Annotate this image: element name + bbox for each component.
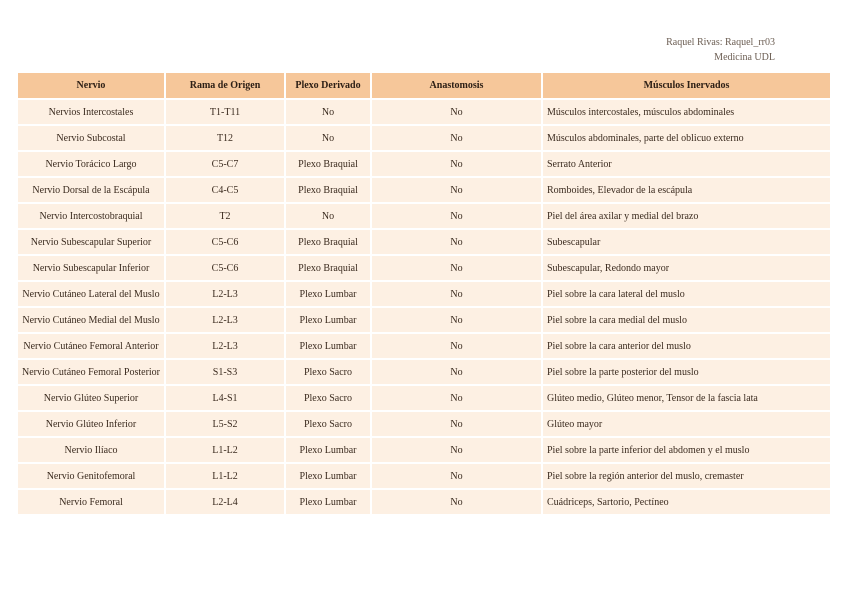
cell-rama-de-origen: T12 — [166, 124, 286, 150]
table-header-row — [18, 73, 830, 98]
cell-anastomosis: No — [372, 124, 543, 150]
cell-anastomosis: No — [372, 150, 543, 176]
cell-anastomosis: No — [372, 332, 543, 358]
cell-plexo-derivado: Plexo Sacro — [286, 410, 372, 436]
cell-rama-de-origen: L2-L3 — [166, 280, 286, 306]
author-label: Raquel Rivas: Raquel_rr03 — [666, 37, 775, 48]
cell-musculos-inervados: Subescapular — [543, 228, 830, 254]
cell-rama-de-origen: T1-T11 — [166, 98, 286, 124]
cell-plexo-derivado: Plexo Lumbar — [286, 306, 372, 332]
cell-nervio: Nervio Cutáneo Femoral Anterior — [18, 332, 166, 358]
cell-musculos-inervados: Subescapular, Redondo mayor — [543, 254, 830, 280]
table-row — [18, 436, 830, 462]
cell-plexo-derivado: Plexo Braquial — [286, 228, 372, 254]
column-header-plexo-derivado: Plexo Derivado — [286, 73, 372, 98]
cell-musculos-inervados: Piel sobre la región anterior del muslo, cremaster — [543, 462, 830, 488]
cell-nervio: Nervio Genitofemoral — [18, 462, 166, 488]
course-label: Medicina UDL — [714, 52, 775, 63]
cell-nervio: Nervio Cutáneo Medial del Muslo — [18, 306, 166, 332]
cell-musculos-inervados: Piel sobre la parte inferior del abdomen y el muslo — [543, 436, 830, 462]
cell-anastomosis: No — [372, 98, 543, 124]
cell-plexo-derivado: Plexo Braquial — [286, 150, 372, 176]
table-row — [18, 202, 830, 228]
cell-plexo-derivado: Plexo Sacro — [286, 384, 372, 410]
cell-musculos-inervados: Piel del área axilar y medial del brazo — [543, 202, 830, 228]
cell-plexo-derivado: Plexo Lumbar — [286, 332, 372, 358]
cell-plexo-derivado: Plexo Braquial — [286, 176, 372, 202]
cell-rama-de-origen: C4-C5 — [166, 176, 286, 202]
cell-plexo-derivado: No — [286, 202, 372, 228]
table-row — [18, 254, 830, 280]
cell-plexo-derivado: No — [286, 98, 372, 124]
cell-nervio: Nervio Cutáneo Femoral Posterior — [18, 358, 166, 384]
cell-musculos-inervados: Piel sobre la parte posterior del muslo — [543, 358, 830, 384]
cell-musculos-inervados: Glúteo medio, Glúteo menor, Tensor de la fascia lata — [543, 384, 830, 410]
cell-nervio: Nervio Subcostal — [18, 124, 166, 150]
cell-anastomosis: No — [372, 280, 543, 306]
table-row — [18, 306, 830, 332]
table-row — [18, 280, 830, 306]
cell-anastomosis: No — [372, 228, 543, 254]
cell-anastomosis: No — [372, 254, 543, 280]
cell-anastomosis: No — [372, 410, 543, 436]
cell-plexo-derivado: Plexo Lumbar — [286, 280, 372, 306]
cell-nervio: Nervio Intercostobraquial — [18, 202, 166, 228]
cell-rama-de-origen: C5-C7 — [166, 150, 286, 176]
cell-nervio: Nervio Ilíaco — [18, 436, 166, 462]
cell-musculos-inervados: Piel sobre la cara anterior del muslo — [543, 332, 830, 358]
cell-plexo-derivado: Plexo Lumbar — [286, 436, 372, 462]
cell-plexo-derivado: No — [286, 124, 372, 150]
table-row — [18, 488, 830, 514]
cell-plexo-derivado: Plexo Sacro — [286, 358, 372, 384]
cell-rama-de-origen: L2-L4 — [166, 488, 286, 514]
table-row — [18, 228, 830, 254]
cell-anastomosis: No — [372, 462, 543, 488]
table-row — [18, 98, 830, 124]
cell-anastomosis: No — [372, 488, 543, 514]
cell-nervio: Nervio Dorsal de la Escápula — [18, 176, 166, 202]
cell-rama-de-origen: L2-L3 — [166, 306, 286, 332]
cell-anastomosis: No — [372, 176, 543, 202]
cell-nervio: Nervios Intercostales — [18, 98, 166, 124]
cell-rama-de-origen: C5-C6 — [166, 228, 286, 254]
cell-anastomosis: No — [372, 202, 543, 228]
cell-musculos-inervados: Piel sobre la cara lateral del muslo — [543, 280, 830, 306]
cell-anastomosis: No — [372, 384, 543, 410]
column-header-rama-de-origen: Rama de Origen — [166, 73, 286, 98]
cell-rama-de-origen: S1-S3 — [166, 358, 286, 384]
cell-nervio: Nervio Glúteo Inferior — [18, 410, 166, 436]
cell-plexo-derivado: Plexo Lumbar — [286, 488, 372, 514]
table-row — [18, 358, 830, 384]
table-row — [18, 410, 830, 436]
table-row — [18, 124, 830, 150]
cell-anastomosis: No — [372, 306, 543, 332]
cell-nervio: Nervio Cutáneo Lateral del Muslo — [18, 280, 166, 306]
cell-musculos-inervados: Músculos intercostales, músculos abdominales — [543, 98, 830, 124]
cell-rama-de-origen: L1-L2 — [166, 436, 286, 462]
cell-anastomosis: No — [372, 358, 543, 384]
cell-rama-de-origen: T2 — [166, 202, 286, 228]
cell-musculos-inervados: Glúteo mayor — [543, 410, 830, 436]
cell-nervio: Nervio Torácico Largo — [18, 150, 166, 176]
column-header-anastomosis: Anastomosis — [372, 73, 543, 98]
table-row — [18, 150, 830, 176]
page-header — [666, 35, 775, 65]
cell-musculos-inervados: Músculos abdominales, parte del oblicuo externo — [543, 124, 830, 150]
table-row — [18, 384, 830, 410]
cell-plexo-derivado: Plexo Lumbar — [286, 462, 372, 488]
table-body — [18, 98, 830, 514]
cell-musculos-inervados: Cuádriceps, Sartorio, Pectíneo — [543, 488, 830, 514]
cell-rama-de-origen: L1-L2 — [166, 462, 286, 488]
cell-rama-de-origen: L5-S2 — [166, 410, 286, 436]
cell-nervio: Nervio Subescapular Superior — [18, 228, 166, 254]
cell-nervio: Nervio Femoral — [18, 488, 166, 514]
cell-musculos-inervados: Piel sobre la cara medial del muslo — [543, 306, 830, 332]
nerve-table — [18, 73, 830, 514]
cell-rama-de-origen: L2-L3 — [166, 332, 286, 358]
cell-musculos-inervados: Romboides, Elevador de la escápula — [543, 176, 830, 202]
table-row — [18, 332, 830, 358]
column-header-nervio: Nervio — [18, 73, 166, 98]
cell-plexo-derivado: Plexo Braquial — [286, 254, 372, 280]
cell-musculos-inervados: Serrato Anterior — [543, 150, 830, 176]
cell-anastomosis: No — [372, 436, 543, 462]
table-row — [18, 462, 830, 488]
cell-rama-de-origen: L4-S1 — [166, 384, 286, 410]
column-header-musculos-inervados: Músculos Inervados — [543, 73, 830, 98]
cell-nervio: Nervio Subescapular Inferior — [18, 254, 166, 280]
cell-nervio: Nervio Glúteo Superior — [18, 384, 166, 410]
cell-rama-de-origen: C5-C6 — [166, 254, 286, 280]
table-row — [18, 176, 830, 202]
